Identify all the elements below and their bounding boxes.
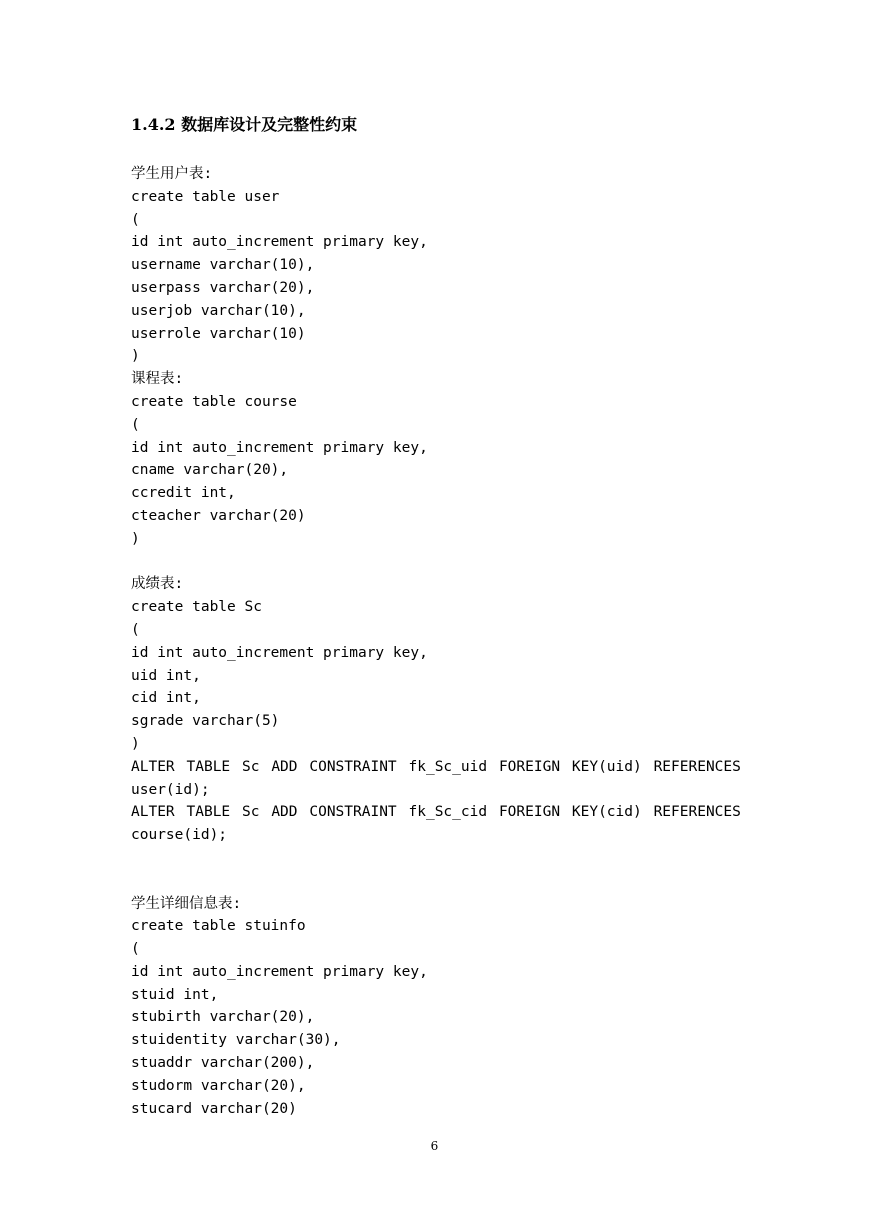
sql-word: KEY(cid) (571, 804, 642, 821)
course-create-statement: create table course (131, 393, 297, 410)
sc-column-line: sgrade varchar(5) (131, 713, 280, 730)
sc-create-statement: create table Sc (131, 599, 262, 616)
fk-uid-alter-continuation: user(id); (131, 781, 210, 798)
sql-word: REFERENCES (653, 804, 741, 821)
user-column-line: userpass varchar(20), (131, 279, 315, 296)
sql-word: FOREIGN (498, 804, 561, 821)
sql-word: fk_Sc_uid (408, 758, 488, 775)
sql-word: REFERENCES (653, 758, 741, 775)
sql-word: KEY(uid) (571, 758, 642, 775)
sql-word: TABLE (186, 804, 231, 821)
stuinfo-column-line: stuaddr varchar(200), (131, 1055, 315, 1072)
stuinfo-column-line: stubirth varchar(20), (131, 1009, 315, 1026)
course-column-line: cteacher varchar(20) (131, 507, 306, 524)
course-column-line: cname varchar(20), (131, 462, 289, 479)
user-column-line: id int auto_increment primary key, (131, 234, 428, 251)
course-column-line: ccredit int, (131, 485, 236, 502)
section-heading: 1.4.2 数据库设计及完整性约束 (131, 115, 358, 134)
sc-column-line: id int auto_increment primary key, (131, 644, 428, 661)
sql-word: ADD (271, 804, 298, 821)
blank-line (131, 551, 741, 574)
blank-line (131, 870, 741, 893)
course-open-paren: ( (131, 416, 140, 433)
page-number: 6 (430, 1139, 439, 1153)
user-column-line: username varchar(10), (131, 257, 315, 274)
fk-cid-alter-statement (131, 801, 741, 824)
user-column-line: userjob varchar(10), (131, 302, 306, 319)
course-close-paren: ) (131, 530, 140, 547)
stuinfo-table-label: 学生详细信息表: (131, 895, 242, 912)
stuinfo-column-line: stucard varchar(20) (131, 1100, 297, 1117)
user-create-statement: create table user (131, 188, 280, 205)
sc-open-paren: ( (131, 621, 140, 638)
sc-close-paren: ) (131, 735, 140, 752)
stuinfo-open-paren: ( (131, 941, 140, 958)
sql-word: TABLE (186, 758, 231, 775)
user-close-paren: ) (131, 348, 140, 365)
sql-word: CONSTRAINT (309, 758, 397, 775)
sc-column-line: uid int, (131, 667, 201, 684)
sql-word: FOREIGN (498, 758, 561, 775)
course-table-label: 课程表: (131, 371, 184, 388)
blank-line (131, 847, 741, 870)
stuinfo-column-line: stuidentity varchar(30), (131, 1032, 341, 1049)
user-table-label: 学生用户表: (131, 166, 213, 182)
sql-word: ALTER (131, 804, 175, 821)
sql-word: ADD (271, 758, 298, 775)
sql-word: Sc (242, 804, 260, 821)
stuinfo-column-line: studorm varchar(20), (131, 1077, 306, 1094)
sql-word: Sc (242, 758, 260, 775)
sql-word: CONSTRAINT (309, 804, 397, 821)
stuinfo-column-line: stuid int, (131, 986, 219, 1003)
user-column-line: userrole varchar(10) (131, 325, 306, 342)
sc-column-line: cid int, (131, 690, 201, 707)
course-column-line: id int auto_increment primary key, (131, 439, 428, 456)
stuinfo-column-line: id int auto_increment primary key, (131, 963, 428, 980)
fk-cid-alter-continuation: course(id); (131, 827, 228, 844)
sql-word: fk_Sc_cid (408, 804, 488, 821)
document-body (131, 163, 741, 1120)
fk-uid-alter-statement (131, 756, 741, 779)
sql-word: ALTER (131, 758, 175, 775)
user-open-paren: ( (131, 211, 140, 228)
stuinfo-create-statement: create table stuinfo (131, 918, 306, 935)
sc-table-label: 成绩表: (131, 576, 184, 593)
